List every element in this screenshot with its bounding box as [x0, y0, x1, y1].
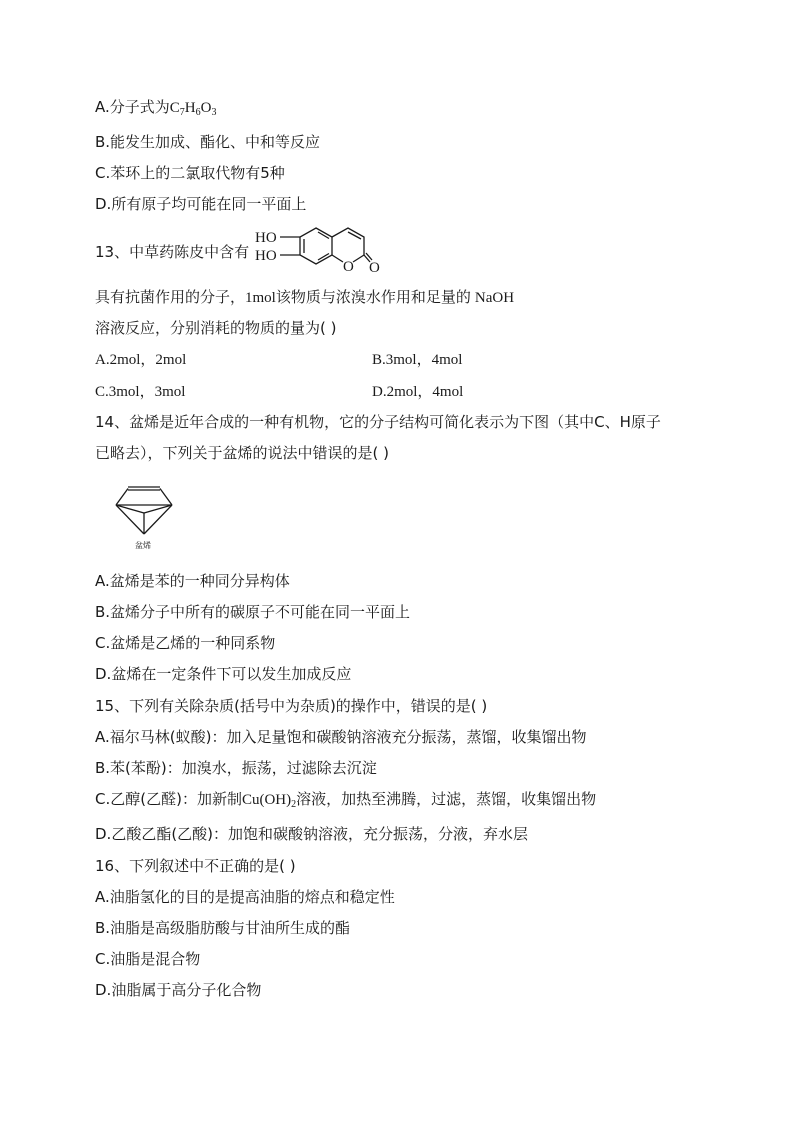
q15-option-b: B.苯(苯酚)：加溴水，振荡，过滤除去沉淀	[95, 759, 377, 777]
q16-option-b: B.油脂是高级脂肪酸与甘油所生成的酯	[95, 919, 351, 937]
q16-option-d: D.油脂属于高分子化合物	[95, 981, 262, 999]
q15-stem: 15、下列有关除杂质(括号中为杂质)的操作中，错误的是( )	[95, 697, 488, 715]
q14-stem-line1: 14、盆烯是近年合成的一种有机物，它的分子结构可简化表示为下图（其中C、H原子	[95, 413, 661, 431]
hydroxyl-bottom: HO	[255, 248, 277, 264]
q16-option-a: A.油脂氢化的目的是提高油脂的熔点和稳定性	[95, 888, 395, 906]
ring-oxygen: O	[343, 259, 354, 275]
q13-stem-line2: 具有抗菌作用的分子，1mol该物质与浓溴水作用和足量的 NaOH	[95, 288, 515, 306]
q13-option-a: A.2mol，2mol	[95, 352, 187, 368]
q14-option-b: B.盆烯分子中所有的碳原子不可能在同一平面上	[95, 603, 411, 621]
q13-option-c: C.3mol，3mol	[95, 384, 186, 400]
q15-option-d: D.乙酸乙酯(乙酸)：加饱和碳酸钠溶液，充分振荡，分液，弃水层	[95, 825, 529, 843]
q14-stem-line2: 已略去），下列关于盆烯的说法中错误的是( )	[95, 444, 389, 462]
q12-option-a	[95, 97, 216, 118]
q14-option-a: A.盆烯是苯的一种同分异构体	[95, 572, 290, 590]
carbonyl-oxygen: O	[369, 260, 380, 276]
q13-stem-line3: 溶液反应，分别消耗的物质的量为( )	[95, 319, 337, 337]
q13-stem: 13、中草药陈皮中含有	[95, 243, 250, 261]
molecular-formula: $C_7H_6O_3$	[169, 100, 217, 118]
q12-option-c: C.苯环上的二氯取代物有5种	[95, 164, 285, 182]
q12-option-d: D.所有原子均可能在同一平面上	[95, 195, 307, 213]
q12-option-a-text: A.分子式为	[95, 98, 170, 116]
q16-stem: 16、下列叙述中不正确的是( )	[95, 857, 296, 875]
q15-option-c: C.乙醇(乙醛)：加新制$Cu(OH)_2$溶液，加热至沸腾，过滤，蒸馏，收集馏出物	[95, 790, 597, 810]
figure-caption: 盆烯	[135, 541, 151, 550]
copper-hydroxide-formula: $Cu(OH)_2$	[241, 792, 297, 810]
benzvalene-figure	[110, 480, 180, 552]
hydroxyl-top: HO	[255, 230, 277, 246]
q15-option-a: A.福尔马林(蚁酸)：加入足量饱和碳酸钠溶液充分振荡，蒸馏，收集馏出物	[95, 728, 587, 746]
q13-option-b: B.3mol，4mol	[372, 352, 463, 368]
q12-option-b: B.能发生加成、酯化、中和等反应	[95, 133, 321, 151]
esculetin-structure	[252, 222, 392, 278]
q14-option-d: D.盆烯在一定条件下可以发生加成反应	[95, 665, 352, 683]
q16-option-c: C.油脂是混合物	[95, 950, 201, 968]
q13-option-d: D.2mol，4mol	[372, 384, 464, 400]
q14-option-c: C.盆烯是乙烯的一种同系物	[95, 634, 276, 652]
